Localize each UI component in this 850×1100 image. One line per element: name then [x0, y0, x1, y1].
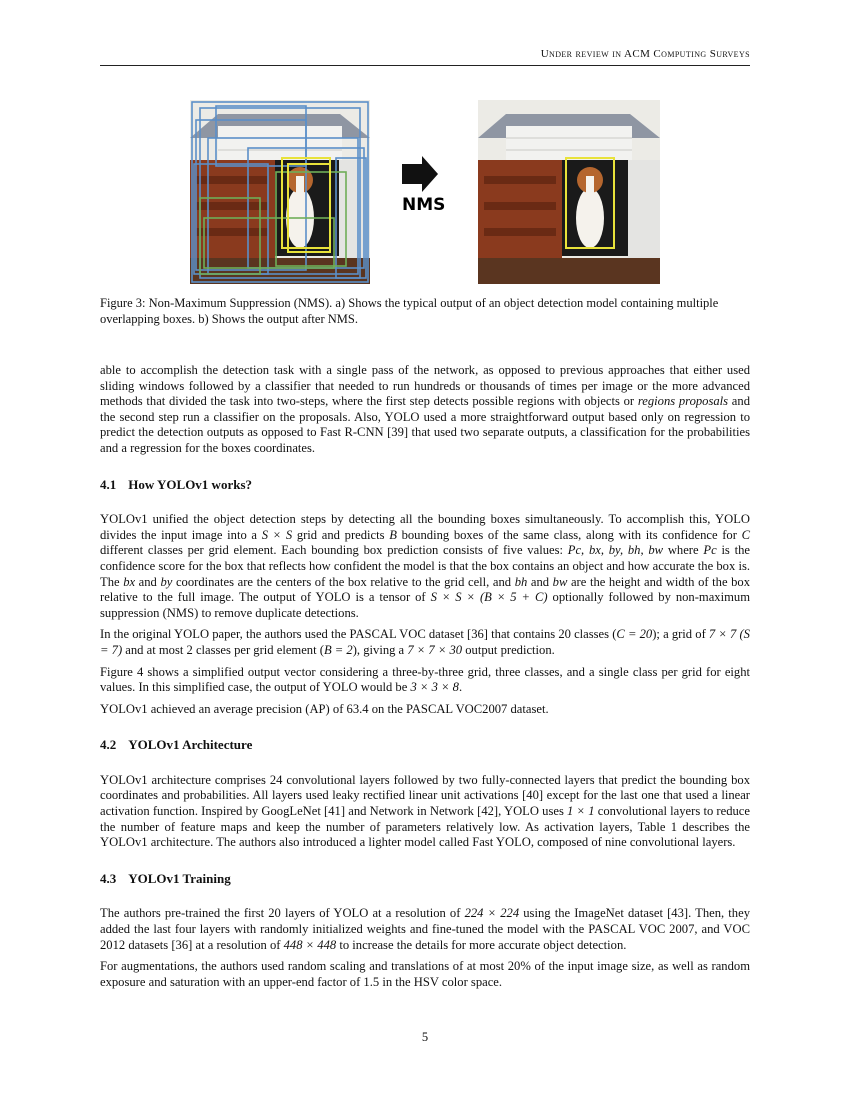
photo-after-nms — [478, 100, 660, 284]
header-rule — [100, 65, 750, 66]
page-number: 5 — [421, 1030, 429, 1044]
paragraph: The authors pre-trained the first 20 layers of YOLO at a resolution of 224 × 224 using the ImageNet dataset [43]. Then, they added the last four layers with randomly initialized weights and fine-tuned the model with the PASCAL VOC 2007, and VOC 2012 datasets [36] at a resolution of 448 × 448 to increase the details for more accurate object detection. — [100, 906, 750, 952]
paragraph: Figure 4 shows a simplified output vector considering a three-by-three grid, three classes, and a single class per grid for eight values. In this simplified case, the output of YOLO would be 3 × 3 × 8. — [100, 664, 750, 695]
nms-arrow-icon — [402, 156, 438, 192]
body-text — [100, 363, 750, 996]
paragraph: YOLOv1 achieved an average precision (AP) of 63.4 on the PASCAL VOC2007 dataset. — [100, 701, 549, 716]
section-heading-4-3: 4.3 YOLOv1 Training — [100, 870, 231, 886]
photo-before-nms — [190, 100, 370, 284]
figure-3 — [100, 98, 750, 288]
paragraph: YOLOv1 architecture comprises 24 convolutional layers followed by two fully-connected layers that predict the bounding box coordinates and probabilities. All layers used leaky rectified linear unit activations [40] except for the last one that used a linear activation function. Inspired by GoogLeNet [41] and Network in Network [42], YOLO uses 1 × 1 convolutional layers to reduce the number of feature maps and keep the number of parameters relatively low. As activation layers, Table 1 describes the YOLOv1 architecture. The authors also introduced a lighter model called Fast YOLO, composed of nine convolutional layers. — [100, 772, 750, 850]
paragraph: able to accomplish the detection task with a single pass of the network, as opposed to previous approaches that either used sliding windows followed by a classifier that needed to run hundreds or thousands of times per image or the more advanced methods that divided the task into two-steps, where the first step detects possible regions with objects or regions proposals and the second step run a classifier on the proposals. Also, YOLO used a more straightforward output based only on regression to predict the detection outputs as opposed to Fast R-CNN [39] that used two separate outputs, a classification for the probabilities and a regression for the boxes coordinates. — [100, 363, 750, 455]
running-header: Under review in ACM Computing Surveys — [540, 48, 750, 60]
nms-arrow-label: NMS — [402, 195, 446, 215]
paragraph: YOLOv1 unified the object detection steps by detecting all the bounding boxes simultaneously. To accomplish this, YOLO divides the input image into a S × S grid and predicts B bounding boxes of the same class, along with its confidence for C different classes per grid element. Each bounding box prediction consists of five values: Pc, bx, by, bh, bw where Pc is the confidence score for the box that reflects how confident the model is that the box contains an object and how accurate the box is. The bx and by coordinates are the centers of the box relative to the grid cell, and bh and bw are the height and width of the box relative to the full image. The output of YOLO is a tensor of S × S × (B × 5 + C) optionally followed by non-maximum suppression (NMS) to remove duplicate detections. — [100, 512, 751, 620]
nms-figure-svg — [100, 98, 750, 288]
paragraph: For augmentations, the authors used random scaling and translations of at most 20% of the input image size, as well as random exposure and saturation with an upper-end factor of 1.5 in the HSV color space. — [100, 959, 750, 989]
figure-caption: Figure 3: Non-Maximum Suppression (NMS). a) Shows the typical output of an object detection model containing multiple overlapping boxes. b) Shows the output after NMS. — [100, 296, 719, 326]
paragraph: In the original YOLO paper, the authors used the PASCAL VOC dataset [36] that contains 20 classes (C = 20); a grid of 7 × 7 (S = 7) and at most 2 classes per grid element (B = 2), giving a 7 × 7 × 30 output prediction. — [100, 627, 750, 657]
section-heading-4-1: 4.1 How YOLOv1 works? — [100, 476, 252, 492]
section-heading-4-2: 4.2 YOLOv1 Architecture — [100, 737, 253, 753]
